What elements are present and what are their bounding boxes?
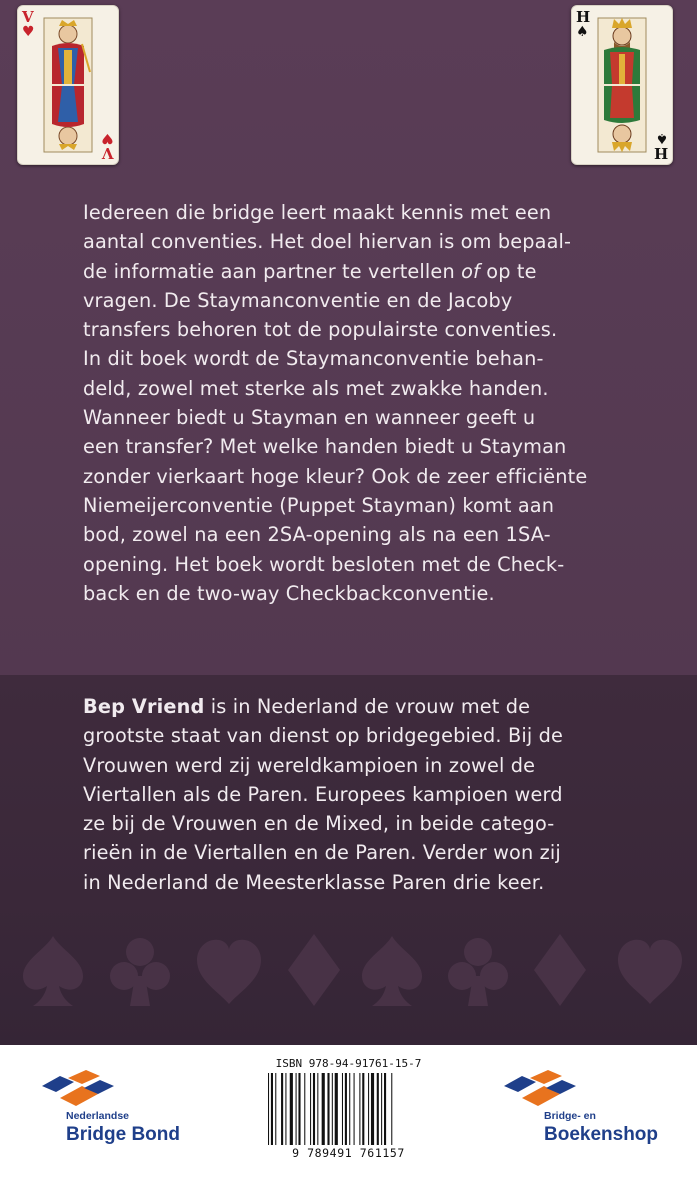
description-line: aantal conventies. Het doel hiervan is om bepaal- <box>83 230 572 254</box>
description-line: bod, zowel na een 2SA-opening als na een 1SA- <box>83 523 551 547</box>
club-icon <box>110 938 170 1006</box>
description-line: zonder vierkaart hoge kleur? Ook de zeer efficiënte <box>83 464 588 488</box>
description-line: back en de two-way Checkbackconventie. <box>83 581 495 605</box>
barcode-bar <box>296 1073 297 1145</box>
club-icon <box>448 938 508 1006</box>
diamond-icon <box>288 934 340 1006</box>
queen-of-hearts-card <box>17 5 119 165</box>
bio-line: rieën in de Viertallen en de Paren. Verder won zij <box>83 841 561 865</box>
bio-line: grootste staat van dienst op bridgegebied. Bij de <box>83 724 564 748</box>
barcode-bar <box>381 1073 382 1145</box>
description-line <box>83 257 683 286</box>
card-index-bottom <box>654 130 668 160</box>
card-rank: V <box>102 144 114 162</box>
barcode-bar <box>285 1073 286 1145</box>
barcode-bar <box>271 1073 273 1145</box>
barcode-bar <box>304 1073 305 1145</box>
description-line: vragen. De Staymanconventie en de Jacoby <box>83 288 513 312</box>
barcode-bar <box>391 1073 392 1145</box>
barcode-bar <box>377 1073 379 1145</box>
isbn-label: ISBN 978-94-91761-15-7 <box>275 1057 422 1070</box>
description-text: op te <box>480 259 537 283</box>
card-rank: H <box>576 8 591 26</box>
king-figure-icon <box>592 14 652 156</box>
barcode-bar <box>349 1073 350 1145</box>
nederlandse-bridge-bond-logo <box>38 1068 208 1158</box>
barcode-bar <box>322 1073 325 1145</box>
logo-subtitle: Nederlandse <box>66 1110 130 1122</box>
heart-icon <box>618 940 682 1004</box>
description-italic: of <box>461 259 480 283</box>
logo-title: Boekenshop <box>544 1124 659 1145</box>
barcode-bar <box>362 1073 364 1145</box>
barcode-bar <box>359 1073 360 1145</box>
description-line: een transfer? Met welke handen biedt u Stayman <box>83 435 567 459</box>
barcode-bar <box>384 1073 386 1145</box>
description-text: de informatie aan partner te vertellen <box>83 259 462 283</box>
king-of-spades-card <box>571 5 673 165</box>
bio-line <box>83 692 683 721</box>
card-rank: H <box>653 144 668 162</box>
spade-icon: ♠ <box>576 24 589 40</box>
description-line: Wanneer biedt u Stayman en wanneer geeft u <box>83 406 536 430</box>
isbn-barcode <box>260 1057 437 1162</box>
spade-icon <box>362 936 422 1006</box>
logo-title: Bridge Bond <box>66 1124 180 1145</box>
bio-line: in Nederland de Meesterklasse Paren drie keer. <box>83 870 545 894</box>
barcode-bar <box>310 1073 311 1145</box>
barcode-bar <box>342 1073 343 1145</box>
heart-icon <box>197 940 261 1004</box>
description-line: opening. Het boek wordt besloten met de Check- <box>83 552 565 576</box>
author-bio <box>83 692 683 897</box>
description-line: deld, zowel met sterke als met zwakke handen. <box>83 376 549 400</box>
author-name: Bep Vriend <box>83 695 205 718</box>
barcode-digits: 9 789491 761157 <box>292 1146 405 1160</box>
barcode-bar <box>368 1073 369 1145</box>
barcode-bar <box>332 1073 333 1145</box>
bio-line: Vrouwen werd zij wereldkampioen in zowel de <box>83 753 536 777</box>
barcode-bar <box>345 1073 347 1145</box>
spade-icon <box>23 936 83 1006</box>
barcode-bar <box>275 1073 276 1145</box>
book-description <box>83 198 683 608</box>
barcode-bar <box>313 1073 315 1145</box>
bio-line: Viertallen als de Paren. Europees kampioen werd <box>83 782 563 806</box>
logo-subtitle: Bridge- en <box>544 1110 596 1122</box>
bridge-en-boekenshop-logo <box>500 1068 670 1158</box>
description-line: transfers behoren tot de populairste conventies. <box>83 318 558 342</box>
heart-icon: ♥ <box>22 24 35 40</box>
description-line: In dit boek wordt de Staymanconventie behan- <box>83 347 544 371</box>
barcode-bar <box>371 1073 374 1145</box>
barcode-bar <box>317 1073 318 1145</box>
description-line: Niemeijerconventie (Puppet Stayman) komt aan <box>83 493 555 517</box>
barcode-icon <box>266 1073 431 1145</box>
diamond-icon <box>534 934 586 1006</box>
barcode-bar <box>327 1073 329 1145</box>
card-index-top <box>576 10 590 40</box>
barcode-bar <box>354 1073 355 1145</box>
bio-line: ze bij de Vrouwen en de Mixed, in beide catego- <box>83 812 555 836</box>
barcode-bar <box>281 1073 283 1145</box>
card-index-top <box>22 10 35 40</box>
heart-icon: ♥ <box>101 130 114 146</box>
barcode-bar <box>335 1073 338 1145</box>
card-index-bottom <box>101 130 114 160</box>
barcode-bar <box>298 1073 300 1145</box>
bio-text: is in Nederland de vrouw met de <box>204 695 531 718</box>
barcode-bar <box>268 1073 269 1145</box>
barcode-bar <box>290 1073 293 1145</box>
card-rank: V <box>22 8 34 26</box>
spade-icon: ♠ <box>655 130 668 146</box>
description-line: Iedereen die bridge leert maakt kennis met een <box>83 201 552 224</box>
queen-figure-icon <box>38 14 98 156</box>
suit-symbols-row <box>0 930 697 1010</box>
